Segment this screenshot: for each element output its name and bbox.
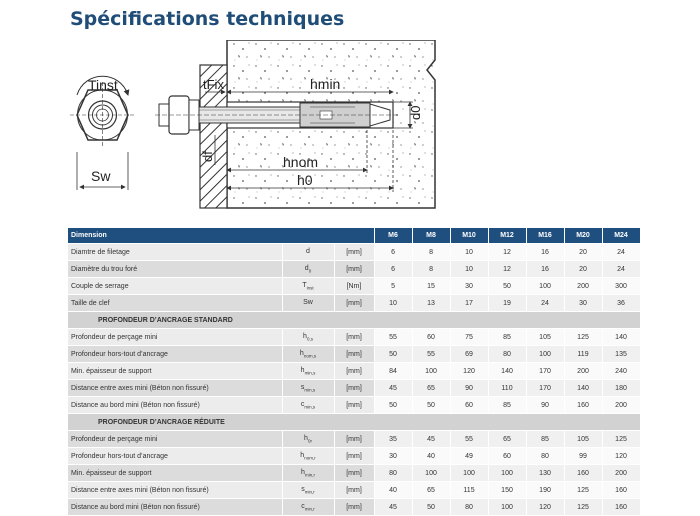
section-title: PROFONDEUR D’ANCRAGE RÉDUITE <box>68 414 640 431</box>
row-label: Min. épaisseur de support <box>68 363 282 380</box>
hnom-label: hnom <box>283 154 319 170</box>
table-cell: 170 <box>526 363 564 380</box>
row-symbol <box>282 448 334 465</box>
row-unit: [mm] <box>334 448 374 465</box>
tfix-label: tFix <box>203 77 224 92</box>
table-cell: 50 <box>412 499 450 516</box>
table-cell: 50 <box>412 397 450 414</box>
table-cell: 160 <box>602 482 640 499</box>
table-cell: 105 <box>564 431 602 448</box>
table-cell: 130 <box>526 465 564 482</box>
table-cell: 120 <box>526 499 564 516</box>
header-m10: M10 <box>450 228 488 244</box>
symbol-main: Sw <box>303 298 313 306</box>
df-label: df <box>200 151 215 162</box>
table-cell: 36 <box>602 295 640 312</box>
row-symbol <box>282 465 334 482</box>
table-cell: 60 <box>488 448 526 465</box>
row-symbol <box>282 295 334 312</box>
symbol-subscript: min,s <box>304 387 316 393</box>
table-cell: 200 <box>602 397 640 414</box>
table-cell: 160 <box>602 499 640 516</box>
table-cell: 50 <box>374 397 412 414</box>
header-m12: M12 <box>488 228 526 244</box>
table-row <box>68 499 640 516</box>
table-cell: 12 <box>488 261 526 278</box>
d0-label: d0 <box>408 105 423 120</box>
table-cell: 105 <box>526 329 564 346</box>
table-cell: 5 <box>374 278 412 295</box>
symbol-main: h <box>301 468 305 476</box>
symbol-subscript: inst <box>306 285 314 291</box>
header-m16: M16 <box>526 228 564 244</box>
row-unit: [mm] <box>334 363 374 380</box>
table-cell: 16 <box>526 244 564 261</box>
row-unit: [mm] <box>334 465 374 482</box>
table-cell: 125 <box>564 499 602 516</box>
row-unit: [mm] <box>334 499 374 516</box>
row-label: Distance au bord mini (Béton non fissuré) <box>68 397 282 414</box>
table-cell: 24 <box>602 244 640 261</box>
symbol-main: h <box>304 434 308 442</box>
table-cell: 49 <box>450 448 488 465</box>
section-row <box>68 312 640 329</box>
hmin-label: hmin <box>310 76 341 92</box>
table-cell: 10 <box>374 295 412 312</box>
row-symbol <box>282 397 334 414</box>
row-unit: [mm] <box>334 482 374 499</box>
table-row <box>68 448 640 465</box>
row-symbol <box>282 380 334 397</box>
anchor-diagram <box>55 40 615 220</box>
symbol-main: h <box>300 451 305 459</box>
sw-label: Sw <box>91 168 111 184</box>
table-row <box>68 363 640 380</box>
table-cell: 65 <box>412 482 450 499</box>
header-m20: M20 <box>564 228 602 244</box>
row-symbol <box>282 329 334 346</box>
table-cell: 100 <box>526 278 564 295</box>
table-cell: 69 <box>450 346 488 363</box>
row-symbol <box>282 431 334 448</box>
symbol-main: h <box>299 349 304 357</box>
table-cell: 15 <box>412 278 450 295</box>
row-unit: [mm] <box>334 329 374 346</box>
table-cell: 100 <box>526 346 564 363</box>
row-unit: [mm] <box>334 261 374 278</box>
table-cell: 140 <box>488 363 526 380</box>
row-unit: [mm] <box>334 380 374 397</box>
table-cell: 20 <box>564 244 602 261</box>
header-m24: M24 <box>602 228 640 244</box>
row-label: Diamètre du trou foré <box>68 261 282 278</box>
table-cell: 110 <box>488 380 526 397</box>
table-cell: 85 <box>526 431 564 448</box>
table-cell: 140 <box>602 329 640 346</box>
table-cell: 125 <box>564 329 602 346</box>
table-cell: 6 <box>374 261 412 278</box>
table-cell: 50 <box>374 346 412 363</box>
header-dimension: Dimension <box>68 228 374 244</box>
table-row <box>68 431 640 448</box>
table-cell: 90 <box>526 397 564 414</box>
table-cell: 140 <box>564 380 602 397</box>
symbol-subscript: nom,s <box>303 353 317 359</box>
tinst-label: Tinst <box>88 77 118 93</box>
h0-label: h0 <box>297 172 313 188</box>
row-symbol <box>282 278 334 295</box>
table-cell: 30 <box>450 278 488 295</box>
row-label: Min. épaisseur de support <box>68 465 282 482</box>
table-cell: 60 <box>450 397 488 414</box>
row-label: Distance entre axes mini (Béton non fissuré) <box>68 482 282 499</box>
table-cell: 80 <box>526 448 564 465</box>
table-cell: 75 <box>450 329 488 346</box>
table-cell: 80 <box>488 346 526 363</box>
table-cell: 240 <box>602 363 640 380</box>
section-title: PROFONDEUR D’ANCRAGE STANDARD <box>68 312 640 329</box>
table-cell: 10 <box>450 244 488 261</box>
table-cell: 160 <box>564 465 602 482</box>
table-cell: 100 <box>412 465 450 482</box>
table-cell: 16 <box>526 261 564 278</box>
symbol-main: d <box>304 264 309 272</box>
symbol-subscript: 0 <box>308 268 312 274</box>
row-unit: [mm] <box>334 346 374 363</box>
page-title: Spécifications techniques <box>70 8 345 30</box>
table-cell: 160 <box>564 397 602 414</box>
table-row <box>68 329 640 346</box>
table-cell: 100 <box>488 499 526 516</box>
table-cell: 24 <box>526 295 564 312</box>
table-cell: 6 <box>374 244 412 261</box>
table-cell: 55 <box>374 329 412 346</box>
table-cell: 84 <box>374 363 412 380</box>
table-cell: 100 <box>412 363 450 380</box>
table-row <box>68 261 640 278</box>
symbol-subscript: min,s <box>304 370 316 376</box>
row-label: Distance au bord mini (Béton non fissuré) <box>68 499 282 516</box>
table-cell: 135 <box>602 346 640 363</box>
table-cell: 13 <box>412 295 450 312</box>
table-row <box>68 295 640 312</box>
table-cell: 100 <box>488 465 526 482</box>
row-symbol <box>282 482 334 499</box>
table-cell: 17 <box>450 295 488 312</box>
row-unit: [Nm] <box>334 278 374 295</box>
symbol-subscript: min,r <box>304 489 315 495</box>
row-label: Diamtre de filetage <box>68 244 282 261</box>
row-label: Profondeur de perçage mini <box>68 431 282 448</box>
table-cell: 115 <box>450 482 488 499</box>
symbol-subscript: nom,r <box>304 455 316 461</box>
table-cell: 65 <box>488 431 526 448</box>
header-m6: M6 <box>374 228 412 244</box>
row-symbol <box>282 346 334 363</box>
table-row <box>68 278 640 295</box>
symbol-subscript: 0r <box>307 438 312 444</box>
row-label: Distance entre axes mini (Béton non fissuré) <box>68 380 282 397</box>
table-cell: 10 <box>450 261 488 278</box>
symbol-subscript: 0,s <box>306 336 313 342</box>
symbol-subscript: min,s <box>304 404 316 410</box>
row-symbol <box>282 499 334 516</box>
symbol-main: T <box>302 281 307 289</box>
table-cell: 55 <box>412 346 450 363</box>
symbol-subscript: min,r <box>304 472 315 478</box>
table-row <box>68 244 640 261</box>
table-cell: 200 <box>564 278 602 295</box>
table-cell: 30 <box>374 448 412 465</box>
symbol-main: c <box>301 502 305 510</box>
symbol-main: h <box>303 332 307 340</box>
table-cell: 180 <box>602 380 640 397</box>
table-cell: 120 <box>450 363 488 380</box>
table-cell: 99 <box>564 448 602 465</box>
row-symbol <box>282 244 334 261</box>
table-cell: 170 <box>526 380 564 397</box>
row-unit: [mm] <box>334 244 374 261</box>
row-symbol <box>282 363 334 380</box>
table-cell: 20 <box>564 261 602 278</box>
table-cell: 150 <box>488 482 526 499</box>
table-cell: 85 <box>488 329 526 346</box>
table-row <box>68 380 640 397</box>
table-cell: 35 <box>374 431 412 448</box>
table-cell: 24 <box>602 261 640 278</box>
table-cell: 30 <box>564 295 602 312</box>
row-label: Profondeur hors-tout d’ancrage <box>68 346 282 363</box>
table-cell: 125 <box>602 431 640 448</box>
symbol-main: d <box>306 247 310 255</box>
table-row <box>68 482 640 499</box>
table-cell: 200 <box>602 465 640 482</box>
row-label: Taille de clef <box>68 295 282 312</box>
header-m8: M8 <box>412 228 450 244</box>
table-cell: 40 <box>374 482 412 499</box>
table-cell: 12 <box>488 244 526 261</box>
table-cell: 190 <box>526 482 564 499</box>
table-row <box>68 397 640 414</box>
row-unit: [mm] <box>334 295 374 312</box>
row-label: Profondeur hors-tout d’ancrage <box>68 448 282 465</box>
symbol-main: s <box>300 383 305 391</box>
table-cell: 200 <box>564 363 602 380</box>
table-cell: 50 <box>488 278 526 295</box>
row-symbol <box>282 261 334 278</box>
table-header-row <box>68 228 640 244</box>
table-cell: 125 <box>564 482 602 499</box>
spec-table <box>68 228 641 516</box>
table-cell: 80 <box>374 465 412 482</box>
row-label: Couple de serrage <box>68 278 282 295</box>
table-row <box>68 465 640 482</box>
table-cell: 45 <box>374 380 412 397</box>
table-cell: 85 <box>488 397 526 414</box>
row-label: Profondeur de perçage mini <box>68 329 282 346</box>
table-cell: 8 <box>412 261 450 278</box>
table-cell: 45 <box>412 431 450 448</box>
symbol-main: h <box>300 366 305 374</box>
table-cell: 119 <box>564 346 602 363</box>
table-cell: 300 <box>602 278 640 295</box>
row-unit: [mm] <box>334 397 374 414</box>
row-unit: [mm] <box>334 431 374 448</box>
symbol-subscript: min,r <box>304 506 315 512</box>
table-cell: 100 <box>450 465 488 482</box>
table-cell: 45 <box>374 499 412 516</box>
table-cell: 40 <box>412 448 450 465</box>
table-cell: 8 <box>412 244 450 261</box>
section-row <box>68 414 640 431</box>
symbol-main: c <box>300 400 305 408</box>
table-row <box>68 346 640 363</box>
table-cell: 55 <box>450 431 488 448</box>
table-cell: 60 <box>412 329 450 346</box>
symbol-main: s <box>301 485 305 493</box>
table-cell: 19 <box>488 295 526 312</box>
table-cell: 120 <box>602 448 640 465</box>
table-cell: 65 <box>412 380 450 397</box>
table-cell: 90 <box>450 380 488 397</box>
table-cell: 80 <box>450 499 488 516</box>
